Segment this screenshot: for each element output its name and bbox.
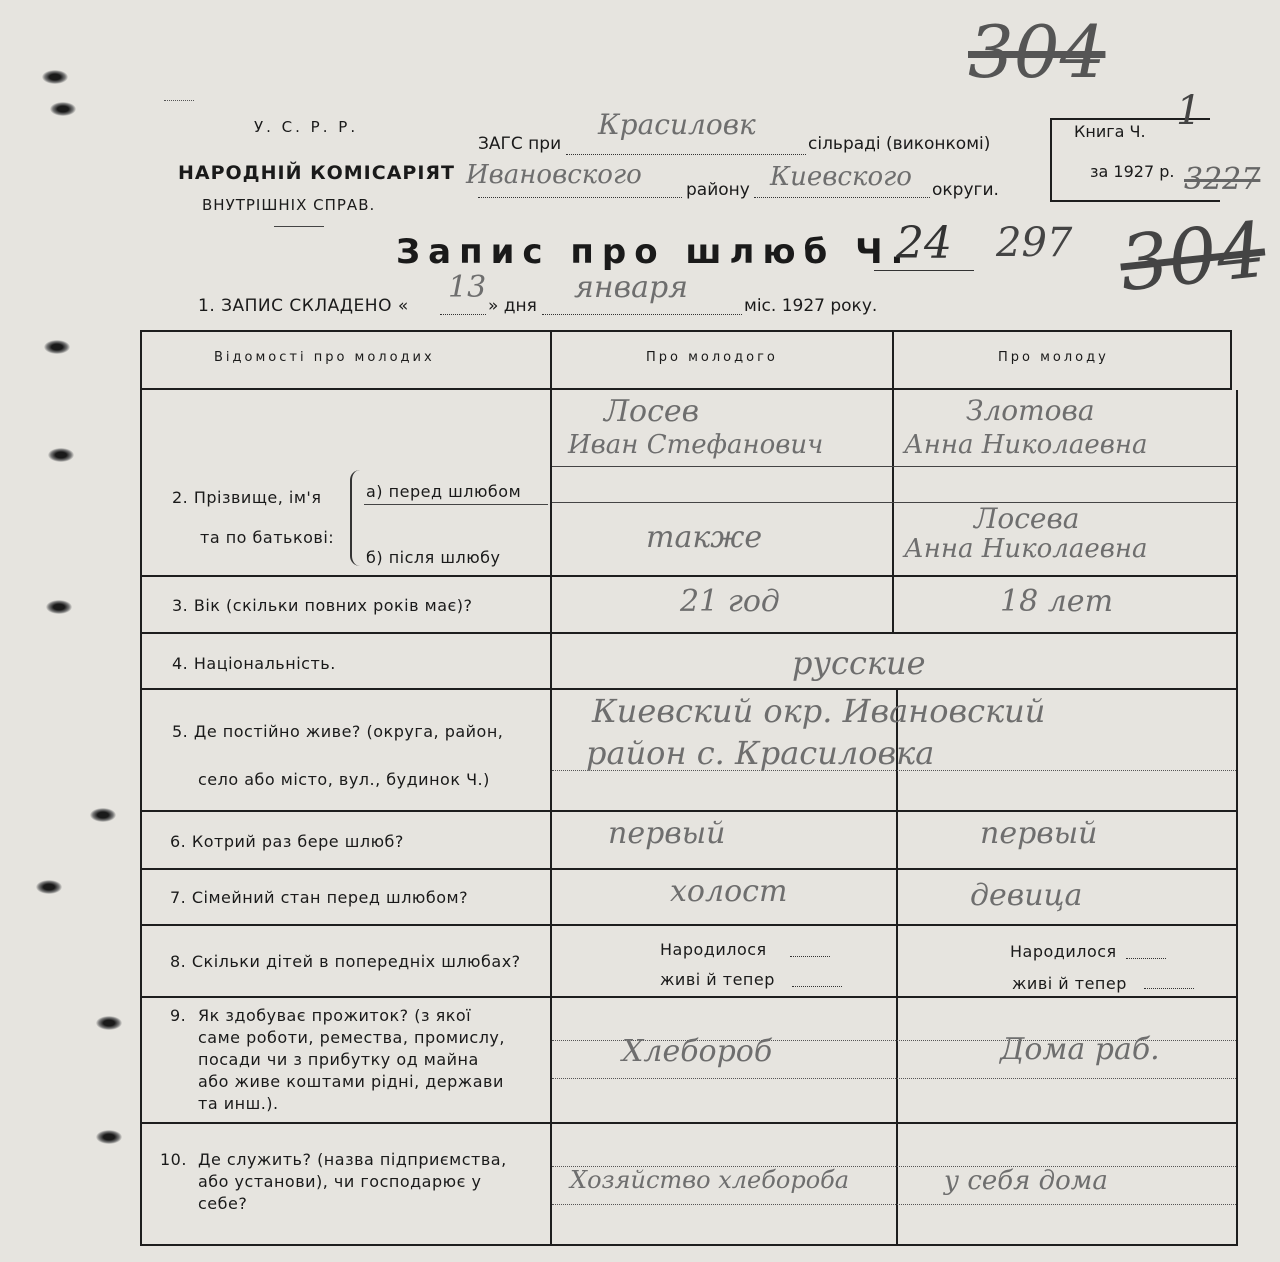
row-divider <box>140 632 1238 634</box>
hw-groom-after: также <box>646 520 763 555</box>
record-line-mid: » дня <box>488 296 537 316</box>
hw-residence-2: район с. Красиловка <box>586 734 935 772</box>
row-divider <box>140 810 1238 812</box>
hw-bride-status: девица <box>970 878 1083 913</box>
table-border <box>140 330 142 1246</box>
binder-hole <box>50 102 76 116</box>
groom-born-label: Народилося <box>660 940 767 959</box>
hw-groom-income: Хлебороб <box>622 1034 773 1069</box>
row10-line-2: або установи), чи господарює у <box>198 1172 482 1191</box>
table-border <box>1236 390 1238 1246</box>
binder-hole <box>48 448 74 462</box>
hw-nationality: русские <box>792 644 926 682</box>
row-divider <box>140 1122 1238 1124</box>
row10-num: 10. <box>160 1150 187 1169</box>
hw-day: 13 <box>448 270 487 305</box>
groom-alive-label: живі й тепер <box>660 970 775 989</box>
row3-label: 3. Вік (скільки повних років має)? <box>172 596 473 615</box>
hw-bride-surname: Злотова <box>966 394 1095 427</box>
hw-raion: Ивановского <box>466 160 642 190</box>
binder-hole <box>96 1016 122 1030</box>
okrug-suffix: округи. <box>932 180 999 200</box>
hw-top-number: 304 <box>968 10 1106 94</box>
hw-record-number-2: 297 <box>996 220 1073 266</box>
record-line-suffix: міс. 1927 року. <box>744 296 878 316</box>
hw-bride-age: 18 лет <box>1000 584 1114 619</box>
hw-groom-work: Хозяйство хлебороба <box>570 1166 850 1194</box>
hw-bride-after-name: Анна Николаевна <box>904 534 1148 564</box>
hw-record-number: 24 <box>896 218 952 269</box>
row-divider <box>140 1244 1238 1246</box>
raion-field-line <box>478 197 682 198</box>
row7-label: 7. Сімейний стан перед шлюбом? <box>170 888 469 907</box>
binder-hole <box>42 70 68 84</box>
row2-before: а) перед шлюбом <box>366 482 522 501</box>
binder-hole <box>90 808 116 822</box>
table-border <box>1230 330 1232 390</box>
binder-hole <box>96 1130 122 1144</box>
hw-bride-income: Дома раб. <box>1000 1032 1160 1067</box>
row-divider <box>140 388 1232 390</box>
year-label: за 1927 р. <box>1090 162 1175 181</box>
title-number-line <box>874 270 974 271</box>
book-label: Книга Ч. <box>1074 122 1146 141</box>
row2-after: б) після шлюбу <box>366 548 501 567</box>
work-line <box>552 1204 1236 1205</box>
hw-book-number: 1 <box>1176 88 1202 134</box>
row2-label-b: та по батькові: <box>200 528 335 547</box>
income-line <box>552 1078 1236 1079</box>
hw-groom-age: 21 год <box>680 584 780 619</box>
row5-label-a: 5. Де постійно живе? (округа, район, <box>172 722 504 741</box>
name-line <box>552 466 1236 467</box>
col-header-info: Відомості про молодих <box>214 350 435 365</box>
col-header-bride: Про молоду <box>998 350 1109 365</box>
row2-label-a: 2. Прізвище, ім'я <box>172 488 322 507</box>
bride-born-label: Народилося <box>1010 942 1117 961</box>
row10-line-1: Де служить? (назва підприємства, <box>198 1150 507 1169</box>
bride-alive-line <box>1144 988 1194 989</box>
divider <box>274 226 324 227</box>
hw-month: января <box>574 270 689 305</box>
row-divider <box>140 330 1232 332</box>
row-divider <box>140 688 1238 690</box>
hw-groom-status: холост <box>670 874 788 909</box>
zags-prefix: ЗАГС при <box>478 134 562 154</box>
bracket-line <box>364 504 548 505</box>
row9-num: 9. <box>170 1006 187 1025</box>
day-field-line <box>440 314 486 315</box>
row-divider <box>140 996 1238 998</box>
raion-suffix: району <box>686 180 750 200</box>
department-label: ВНУТРІШНІХ СПРАВ. <box>202 196 376 214</box>
okrug-field-line <box>754 197 930 198</box>
hw-side-number: 304 <box>1115 204 1270 309</box>
row-divider <box>140 868 1238 870</box>
brace <box>350 470 364 566</box>
row9-line-3: посади чи з прибутку од майна <box>198 1050 479 1069</box>
divider <box>164 100 194 101</box>
record-title: Запис про шлюб Ч. <box>396 232 912 272</box>
column-divider <box>896 690 898 1246</box>
state-label: У. С. Р. Р. <box>254 118 359 136</box>
bride-born-line <box>1126 958 1166 959</box>
row9-line-4: або живе коштами рідні, держави <box>198 1072 504 1091</box>
hw-selrada: Красиловк <box>598 108 756 141</box>
hw-bride-work: у себя дома <box>944 1166 1108 1196</box>
hw-residence-1: Киевский окр. Ивановский <box>592 692 1046 730</box>
hw-groom-surname: Лосев <box>604 394 700 429</box>
binder-hole <box>36 880 62 894</box>
row9-line-1: Як здобуває прожиток? (з якої <box>198 1006 472 1025</box>
column-divider <box>892 330 894 632</box>
hw-book-year-strike: 3227 <box>1184 162 1261 197</box>
row-divider <box>140 575 1238 577</box>
row8-label: 8. Скільки дітей в попередніх шлюбах? <box>170 952 521 971</box>
col-header-groom: Про молодого <box>646 350 778 365</box>
book-box-border <box>1050 118 1052 202</box>
row9-line-5: та инш.). <box>198 1094 279 1113</box>
record-line-prefix: 1. ЗАПИС СКЛАДЕНО « <box>198 296 409 316</box>
bride-alive-label: живі й тепер <box>1012 974 1127 993</box>
month-field-line <box>542 314 742 315</box>
row-divider <box>140 924 1238 926</box>
ministry-label: НАРОДНІЙ КОМІСАРІЯТ <box>178 162 455 184</box>
hw-groom-name: Иван Стефанович <box>568 430 824 460</box>
selrada-field-line <box>566 154 806 155</box>
groom-born-line <box>790 956 830 957</box>
column-divider <box>550 330 552 1246</box>
name-line <box>552 502 1236 503</box>
hw-bride-times: первый <box>980 816 1098 851</box>
binder-hole <box>44 340 70 354</box>
hw-bride-after-surname: Лосева <box>974 502 1080 535</box>
binder-hole <box>46 600 72 614</box>
row4-label: 4. Національність. <box>172 654 336 673</box>
row10-line-3: себе? <box>198 1194 248 1213</box>
groom-alive-line <box>792 986 842 987</box>
selrada-suffix: сільраді (виконкомі) <box>808 134 991 154</box>
row9-line-2: саме роботи, ремества, промислу, <box>198 1028 505 1047</box>
hw-groom-times: первый <box>608 816 726 851</box>
row6-label: 6. Котрий раз бере шлюб? <box>170 832 404 851</box>
row5-label-b: село або місто, вул., будинок Ч.) <box>198 770 490 789</box>
hw-bride-name: Анна Николаевна <box>904 430 1148 460</box>
hw-okrug: Киевского <box>770 162 912 192</box>
book-box-border <box>1050 200 1220 202</box>
